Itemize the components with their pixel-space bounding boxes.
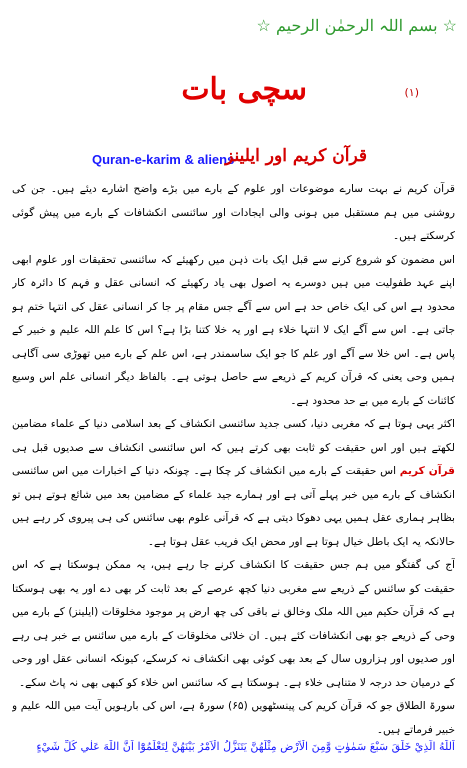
paragraph-3-start: اکثر یہی ہوتا ہے کہ مغربی دنیا، کسی جدید سائنسی انکشاف کے بعد اسلامی دنیا کے علماء مضامین لکھتے ہیں اور اس حقیقت کو ثابت بھی کرتے ہیں کہ اس سائنسی انکشاف سے صدیوں قبل ہی <box>12 418 455 454</box>
paragraph-1: قرآن کریم نے بہت سارے موضوعات اور علوم کے بارے میں بڑے واضح اشارے دیئے ہیں۔ جن کی روشنی میں ہم مستقبل میں ہونی والی ایجادات اور سائنسی انکشافات کے بارے میں پیش گوئی کرسکتے ہیں۔ <box>12 183 455 242</box>
subtitle-urdu: قرآن کریم اور ایلینز <box>225 146 367 166</box>
title-row <box>0 72 467 112</box>
paragraph-2: اس مضمون کو شروع کرنے سے قبل ایک بات ذہن میں رکھیئے کہ سائنسی تحقیقات اور علوم ابھی اپنے عہد طفولیت میں ہیں دوسرے یہ اصول بھی یاد رکھیئے کہ انسانی عقل و فہم کا دائرہ کار محدود ہے اس کی ایک خاص حد ہے اس سے آگے جس مقام پر جا کر انسانی عقل کی انتہا ختم ہو جاتی ہے۔ اس سے آگے ایک لا انتہا خلاء ہے اور یہ خلا کتنا بڑا ہے؟ اس کا علم اللہ علیم و خبیر کے پاس ہے۔ اس خلا سے آگے اور علم کا جو ایک ساسمندر ہے، اس علم کے بارے میں تھوڑی سی آگاہی ہمیں وحی یعنی کہ قرآن کریم کے ذریعے سے حاصل ہوتی ہے۔ بالفاظ دیگر انسانی علم اس وسیع کائنات کے بارے میں بے حد محدود ہے۔ <box>12 253 455 407</box>
paragraph-3-end: اس حقیقت کے بارے میں انکشاف کر چکا ہے۔ چونکہ دنیا کے اخبارات میں اس سائنسی انکشاف کے بارے میں خبر پہلے آتی ہے اور ہمارے جید علماء کے مضامین بعد میں شائع ہوتے ہیں تو بظاہر ہماری عقل ہمیں یہی دھوکا دیتی ہے کہ قرآنی علوم بھی سائنس کی ہی پیروی کر رہے ہیں حالانکہ یہ ایک باطل خیال ہوتا ہے اور محض ایک فریب عقل ہوتا ہے۔ <box>12 465 455 548</box>
bismillah-header: ☆ بسم اللہ الرحمٰن الرحیم ☆ <box>256 16 457 35</box>
paragraph-5: سورۃ الطلاق جو کہ قرآن کریم کی پینسٹھویں (۶۵) سورۃ ہے، اس کی بارہویں آیت میں اللہ علیم و خبیر فرماتے ہیں۔ <box>12 700 455 736</box>
page-title: سچی بات <box>181 72 307 107</box>
quran-highlight: قرآن کریم <box>399 465 455 477</box>
paragraph-3 <box>12 413 455 554</box>
quran-verse: اَللّٰهُ الَّذِيْ خَلَقَ سَبْعَ سَمٰوٰتٍ وَّمِنَ الْاَرْضِ مِثْلَهُنَّ يَتَنَزَّلُ الْاَمْرُ بَيْنَهُنَّ لِتَعْلَمُوْٓا اَنَّ اللّٰهَ عَلٰي كُلِّ شَيْءٍ <box>36 740 455 753</box>
chapter-number: (۱) <box>404 86 419 99</box>
article-body <box>12 178 455 764</box>
subtitle-english: Quran-e-karim & aliens <box>92 152 235 167</box>
paragraph-4: آج کی گفتگو میں ہم جس حقیقت کا انکشاف کرنے جا رہے ہیں، یہ ممکن ہوسکتا ہے کہ اس حقیقت کو سائنس کے ذریعے سے مغربی دنیا کچھ عرصے کے بعد ثابت کر بھی دے اور یہ بھی ہوسکتا ہے کہ قرآن حکیم میں اللہ ملک وخالق نے باقی کی چھ ارض پر موجود مخلوقات (ایلینز) کے بارے میں وحی کے ذریعے جو بھی انکشافات کئے ہیں۔ ان خلائی مخلوقات کے بارے میں سائنس بے خبر ہی رہے اور صدیوں اور ہزاروں سال کے بعد بھی کوئی بھی انکشاف نہ کرسکے، کیونکہ انسانی عقل اور وحی کے درمیان حد درجہ لا متناہی خلاء ہے۔ ہوسکتا ہے کہ سائنس اس خلاء کو کبھی بھی نہ پاٹ سکے۔ <box>12 559 455 689</box>
subtitle-row <box>0 146 467 170</box>
